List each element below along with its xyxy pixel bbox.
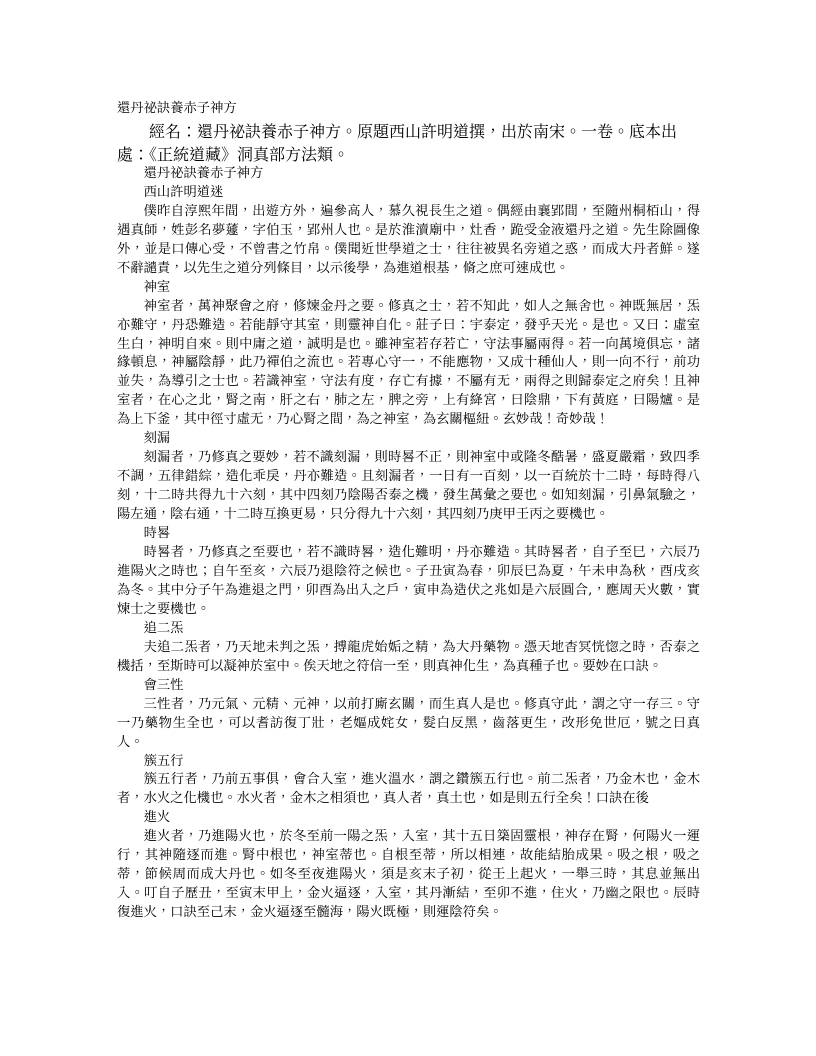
bibliographic-note: 經名：還丹祕訣養赤子神方。原題西山許明道撰，出於南宋。一卷。底本出處：《正統道藏》洞真部方法類。 [117,121,678,164]
author-byline: 西山許明道迷 [143,184,224,200]
inner-title: 還丹祕訣養赤子神方 [143,165,264,181]
section-body-cuwuxing: 簇五行者，乃前五事俱，會合入室，進火溫水，謂之鑽簇五行也。前二炁者，乃金木也，金木者，水火之化機也。水火者，金木之相須也，真人者，真土也，如是則五行全矣！口訣在後 [117,772,700,807]
section-heading-shigui: 時晷 [143,526,171,542]
section-heading-jinhuo: 進火 [143,810,171,826]
section-body-zhuierqi: 夫追二炁者，乃天地未判之炁，搏龍虎始姤之精，為大丹藥物。憑天地杳冥恍惚之時，否泰之機括，至斯時可以凝神於室中。俟天地之符信一至，則真神化生，為真種子也。要妙在口訣。 [117,639,700,674]
section-heading-kelou: 刻漏 [143,431,171,447]
section-heading-shenshi: 神室 [143,279,171,295]
preface-paragraph: 僕昨自淳熙年間，出遊方外，遍參高人，慕久視長生之道。偶經由襄郢間，至隨州桐栢山，得遇真師，姓彭名夢蘧，字伯玉，郢州人也。是於淮瀆廟中，灶香，跪受金液還丹之道。先生除圖像外，並是口傳心受，不曾書之竹帛。僕聞近世學道之士，往往被異名旁道之惑，而成大丹者鮮。遂不辭譴責，以先生之道分列條目，以示後學，為進道根基，脩之庶可速成也。 [117,203,700,276]
section-body-huisanxing: 三性者，乃元氣、元精、元神，以前打廝玄關，而生真人是也。修真守此，謂之守一存三。守一乃藥物生全也，可以耆訪復丁壯，老嫗成姹女，髮白反黑，齒落更生，改形免世厄，號之曰真人。 [117,696,700,750]
section-body-shenshi: 神室者，萬神聚會之府，修煉金丹之要。修真之士，若不知此，如人之無舍也。神既無居，炁亦難守，丹恐難造。若能靜守其室，則靈神自化。莊子曰：宇泰定，發乎天光。是也。又曰：虛室生白，神明自來。則中庸之道，誠明是也。雖神室若存若亡，守法事屬兩得。若一向萬境俱忘，諸緣頓息，神屬陰靜，此乃禪伯之流也。若專心守一，不能應物，又成十種仙人，則一向不行，前功並失，為導引之士也。若識神室，守法有度，存亡有據，不屬有无，兩得之則歸泰定之府矣！且神室者，在心之北，腎之南，肝之右，肺之左，脾之旁，上有絳宮，曰陰鼎，下有黃庭，曰陽爐。是為上下釜，其中徑寸虛无，乃心腎之間，為之神室，為玄關樞紐。玄妙哉！奇妙哉！ [117,298,700,428]
document-title: 還丹祕訣養赤子神方 [117,101,237,116]
section-heading-cuwuxing: 簇五行 [143,753,184,769]
section-body-kelou: 刻漏者，乃修真之要妙，若不識刻漏，則時晷不正，則神室中或隆冬酷暑，盛夏嚴霜，致四季不調，五律錯綜，造化乖戾，丹亦難造。且刻漏者，一日有一百刻，以一百統於十二時，每時得八刻，十二時共得九十六刻，其中四刻乃陰陽否泰之機，發生萬彙之要也。如知刻漏，引鼻氣驗之，陽左通，陰右通，十二時互換更易，只分得九十六刻，其四刻乃庚甲壬丙之要機也。 [117,450,700,523]
document-body [117,100,700,923]
section-heading-zhuierqi: 追二炁 [143,620,184,636]
section-body-shigui: 時晷者，乃修真之至要也，若不識時晷，造化難明，丹亦難造。其時晷者，自子至巳，六辰乃進陽火之時也；自午至亥，六辰乃退陰符之候也。子丑寅為春，卯辰巳為夏，午未申為秋，酉戌亥為冬。其中分子午為進退之門，卯酉為出入之戶，寅申為造伏之兆如是六辰圓合,，應周天火數，實煉士之要機也。 [117,545,700,617]
section-heading-huisanxing: 會三性 [143,677,184,693]
section-body-jinhuo: 進火者，乃進陽火也，於冬至前一陽之炁，入室，其十五日築固靈根，神存在腎，何陽火一運行，其神隨逐而進。腎中根也，神室蒂也。自根至蒂，所以相連，故能結胎成果。吸之根，吸之蒂，節候周而成大丹也。如冬至夜進陽火，須是亥末子初，從壬上起火，一舉三時，其息並無出入。叮自子歷丑，至寅末甲上，金火逼逐，入室，其丹漸結，至卯不進，住火，乃幽之限也。辰時復進火，口訣至己末，金火逼逐至髓海，陽火既極，則運陰符矣。 [117,829,700,921]
